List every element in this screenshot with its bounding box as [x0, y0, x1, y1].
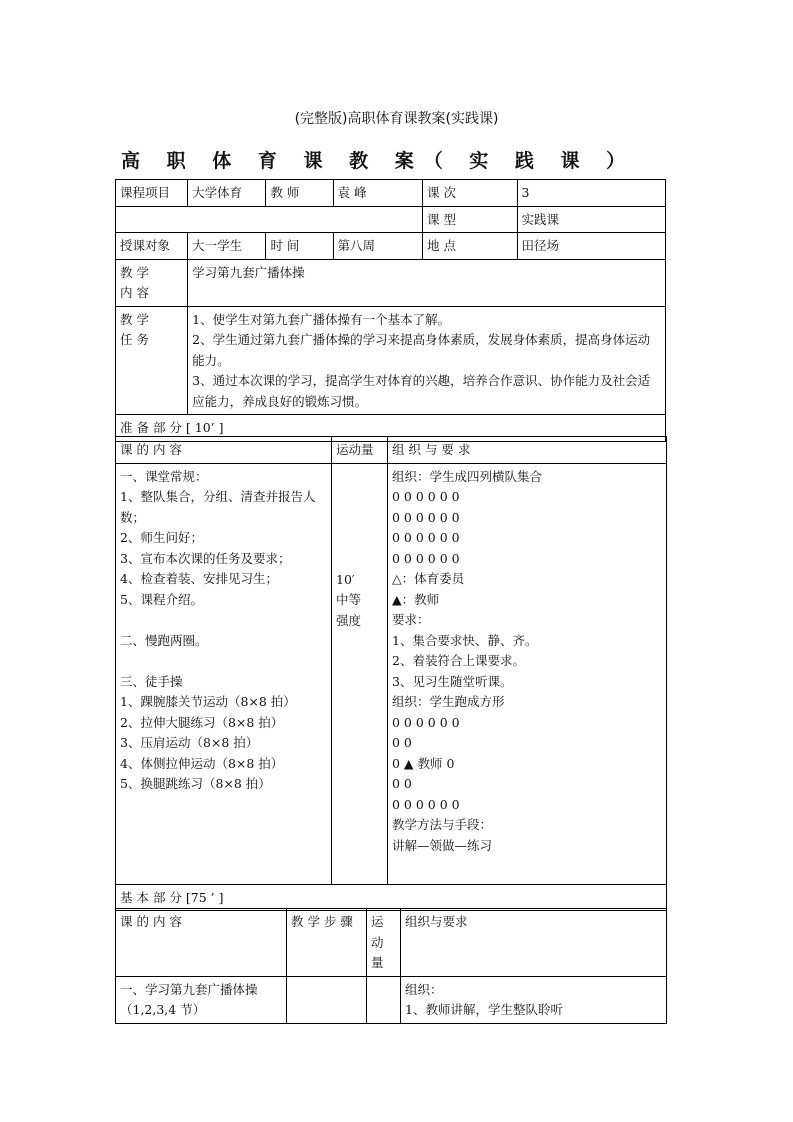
prep-org-line: 2、着装符合上课要求。 — [392, 653, 525, 668]
basic-col-load: 运 动 量 — [367, 909, 401, 977]
prep-org-line: △：体育委员 — [392, 571, 465, 586]
prep-content-line: 5、课程介绍。 — [120, 591, 203, 607]
task-item: 1、使学生对第九套广播体操有一个基本了解。 — [192, 311, 451, 327]
prep-load-line: 10′ — [336, 571, 355, 587]
prep-content — [116, 463, 332, 884]
prep-org-line: 0 0 — [392, 776, 412, 791]
prep-content-line: 5、换腿跳练习（8×8 拍） — [120, 776, 271, 791]
task-list — [188, 306, 666, 415]
prep-org-line: 0 ▲ 教师 0 — [392, 755, 455, 771]
prep-content-line: 4、体侧拉伸运动（8×8 拍） — [120, 755, 284, 771]
basic-row1-steps — [287, 976, 367, 1023]
prep-org-line: 3、见习生随堂听课。 — [392, 673, 513, 689]
basic-row1-load — [367, 976, 401, 1023]
basic-col-content: 课 的 内 容 — [116, 909, 287, 977]
basic-section-header: 基 本 部 分 [75 ’ ] — [116, 884, 667, 911]
prep-content-line: 二、慢跑两圈。 — [120, 632, 208, 648]
session-label: 课 次 — [422, 180, 517, 207]
type-value: 实践课 — [517, 206, 665, 233]
prep-content-line — [120, 610, 327, 631]
prep-col-org: 组 织 与 要 求 — [388, 437, 667, 464]
task-item: 2、学生通过第九套广播体操的学习来提高身体素质，发展身体素质，提高身体运动能力。 — [192, 332, 651, 368]
prep-col-content: 课 的 内 容 — [116, 437, 332, 464]
place-label: 地 点 — [422, 233, 517, 260]
blank-cell — [116, 206, 423, 233]
prep-org — [388, 463, 667, 884]
prep-org-line: 讲解—领做—练习 — [392, 837, 493, 853]
prep-org-line: 1、集合要求快、静、齐。 — [392, 632, 538, 648]
task-label — [116, 306, 188, 415]
prep-content-line: 3、宣布本次课的任务及要求； — [120, 550, 291, 566]
content-label-line: 教 学 — [120, 264, 149, 280]
prep-content-line — [120, 651, 327, 672]
task-label-line: 教 学 — [120, 311, 149, 327]
prep-content-line: 4、检查着装、安排见习生； — [120, 571, 278, 586]
prep-org-line: 0 0 0 0 0 0 — [392, 550, 460, 566]
time-value: 第八周 — [333, 233, 422, 260]
lesson-plan-table — [115, 179, 666, 442]
prep-org-line: 教学方法与手段： — [392, 817, 493, 832]
teacher-value: 袁 峰 — [333, 180, 422, 207]
target-value: 大一学生 — [188, 233, 266, 260]
content-label-line: 内 容 — [120, 285, 149, 300]
target-label: 授课对象 — [116, 233, 188, 260]
teacher-label: 教 师 — [266, 180, 333, 207]
prep-content-line: 三、徒手操 — [120, 673, 183, 689]
prep-org-line: 0 0 0 0 0 0 — [392, 489, 460, 504]
place-value: 田径场 — [517, 233, 665, 260]
course-label: 课程项目 — [116, 180, 188, 207]
prep-org-line: 组织：学生成四列横队集合 — [392, 468, 543, 484]
content-label — [116, 259, 188, 306]
basic-org-line: 组织： — [405, 981, 443, 997]
task-item: 3、通过本次课的学习，提高学生对体育的兴趣，培养合作意识、协作能力及社会适应能力，养成良好的锻炼习惯。 — [192, 373, 651, 409]
prep-org-line: 要求： — [392, 612, 430, 627]
lesson-plan-title: 高 职 体 育 课 教 案（ 实 践 课 ） — [121, 150, 636, 172]
prep-content-line: 2、师生问好； — [120, 530, 203, 545]
course-value: 大学体育 — [188, 180, 266, 207]
prep-content-line: 1、整队集合，分组、清查并报告人数； — [120, 489, 316, 525]
task-label-line: 任 务 — [120, 332, 149, 347]
basic-col-org: 组织与要求 — [401, 909, 667, 977]
prep-org-line: 0 0 0 0 0 0 — [392, 509, 460, 525]
prep-content-line: 3、压肩运动（8×8 拍） — [120, 735, 259, 750]
document-title: (完整版)高职体育课教案(实践课) — [294, 111, 499, 127]
basic-org-line: 1、教师讲解，学生整队聆听 — [405, 1002, 563, 1017]
prep-org-line: ▲：教师 — [392, 591, 440, 607]
prep-org-line: 0 0 0 0 0 0 — [392, 530, 460, 545]
prep-org-line: 组织：学生跑成方形 — [392, 694, 505, 709]
basic-row1-content: 一、学习第九套广播体操（1,2,3,4 节） — [116, 976, 287, 1023]
prep-section-header: 准 备 部 分 [ 10’ ] — [116, 415, 666, 442]
prep-org-line: 0 0 — [392, 735, 412, 750]
basic-col-steps: 教 学 步 骤 — [287, 909, 367, 977]
prep-load-line: 中等 — [336, 592, 362, 607]
prep-load-line: 强度 — [336, 612, 362, 628]
prep-load — [332, 463, 388, 884]
prep-content-line: 1、踝腕膝关节运动（8×8 拍） — [120, 694, 296, 709]
time-label: 时 间 — [266, 233, 333, 260]
prep-table — [115, 436, 667, 911]
prep-col-load: 运动量 — [332, 437, 388, 464]
prep-content-line: 2、拉伸大腿练习（8×8 拍） — [120, 714, 284, 730]
session-value: 3 — [517, 180, 665, 207]
prep-content-line: 一、课堂常规： — [120, 468, 208, 484]
prep-org-line: 0 0 0 0 0 0 — [392, 714, 460, 730]
content-value: 学习第九套广播体操 — [188, 259, 666, 306]
basic-table — [115, 908, 667, 1024]
prep-org-line: 0 0 0 0 0 0 — [392, 796, 460, 812]
basic-row1-org — [401, 976, 667, 1023]
type-label: 课 型 — [422, 206, 517, 233]
